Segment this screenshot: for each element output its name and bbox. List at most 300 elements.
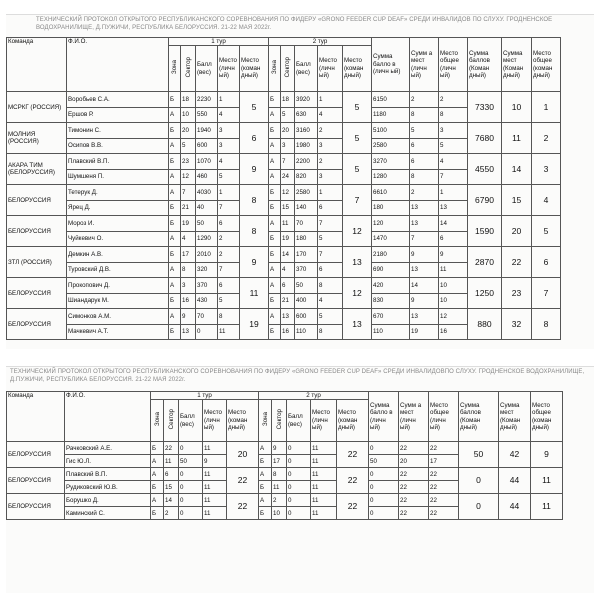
zone-cell: Б	[151, 481, 164, 494]
ball-cell: 0	[179, 442, 203, 455]
place-team-cell: 22	[227, 494, 259, 520]
sum-ball-cell: 50	[369, 455, 399, 468]
sector-cell: 8	[181, 262, 196, 278]
place-personal-cell: 11	[311, 468, 337, 481]
zone-cell: Б	[259, 507, 272, 520]
sector-cell: 6	[281, 278, 295, 294]
sum-ball-cell: 670	[372, 309, 410, 325]
place-personal-cell: 5	[318, 309, 343, 325]
sector-cell: 20	[281, 123, 295, 139]
overall-team-cell: 1	[532, 92, 561, 123]
place-overall-cell: 7	[439, 169, 468, 185]
angler-name: Борушко Д.	[65, 494, 151, 507]
sum-places-cell: 8	[410, 169, 439, 185]
sum-ball-cell: 420	[372, 278, 410, 294]
place-personal-cell: 5	[218, 293, 240, 309]
ball-cell: 370	[196, 278, 218, 294]
place-personal-cell: 11	[203, 507, 227, 520]
header-ball: Балл (вес)	[196, 46, 218, 92]
ball-cell: 630	[295, 107, 318, 123]
place-overall-cell: 3	[439, 123, 468, 139]
sum-places-team-cell: 10	[502, 92, 532, 123]
ball-cell: 0	[287, 455, 311, 468]
sum-places-team-cell: 44	[499, 468, 531, 494]
angler-name: Туровский Д.В.	[67, 262, 169, 278]
overall-team-cell: 3	[532, 154, 561, 185]
ball-cell: 0	[179, 481, 203, 494]
place-team-cell: 8	[240, 216, 269, 247]
team-name: ЗТЛ (РОССИЯ)	[7, 247, 67, 278]
results-table-1	[6, 37, 561, 340]
sector-cell: 10	[181, 107, 196, 123]
sector-cell: 11	[164, 455, 179, 468]
place-personal-cell: 5	[218, 169, 240, 185]
sum-places-cell: 20	[399, 455, 429, 468]
team-name: БЕЛОРУССИЯ	[7, 442, 65, 468]
sum-ball-cell: 0	[369, 494, 399, 507]
sector-cell: 13	[181, 324, 196, 340]
ball-cell: 1980	[295, 138, 318, 154]
place-team-cell: 22	[337, 494, 369, 520]
sum-ball-team-cell: 4550	[468, 154, 502, 185]
place-overall-cell: 9	[439, 247, 468, 263]
place-team-cell: 12	[343, 216, 372, 247]
place-team-cell: 5	[343, 92, 372, 123]
sector-cell: 22	[164, 442, 179, 455]
header2-ball: Балл (вес)	[179, 400, 203, 442]
sum-ball-team-cell: 880	[468, 309, 502, 340]
ball-cell: 2580	[295, 185, 318, 201]
zone-cell: Б	[269, 231, 281, 247]
sector-cell: 7	[281, 154, 295, 170]
ball-cell: 430	[196, 293, 218, 309]
place-personal-cell: 2	[318, 123, 343, 139]
sum-places-cell: 2	[410, 92, 439, 108]
sum-places-team-cell: 23	[502, 278, 532, 309]
sum-ball-cell: 830	[372, 293, 410, 309]
place-personal-cell: 4	[318, 107, 343, 123]
angler-name: Каминский С.	[65, 507, 151, 520]
place-personal-cell: 1	[218, 185, 240, 201]
ball-cell: 4030	[196, 185, 218, 201]
place-team-cell: 11	[240, 278, 269, 309]
place-overall-cell: 6	[439, 231, 468, 247]
header-place-team-2: Место (коман дный)	[343, 46, 372, 92]
zone-cell: А	[269, 154, 281, 170]
ball-cell: 1940	[196, 123, 218, 139]
header-tour-2: 2 тур	[269, 38, 372, 46]
header2-name: Ф.И.О.	[65, 392, 151, 442]
header-sum-ball: Сумма балло в (личн ый)	[372, 38, 410, 92]
ball-cell: 50	[179, 455, 203, 468]
header-overall-team: Место общее (коман дный)	[532, 38, 561, 92]
team-name: БЕЛОРУССИЯ	[7, 494, 65, 520]
header2-sum-ball: Сумма балло в (личн ый)	[369, 392, 399, 442]
header-sum-ball-team: Сумма баллов (Коман дный)	[468, 38, 502, 92]
place-team-cell: 5	[343, 123, 372, 154]
sector-cell: 17	[272, 455, 287, 468]
sector-cell: 11	[272, 481, 287, 494]
sum-places-team-cell: 32	[502, 309, 532, 340]
sum-ball-team-cell: 1590	[468, 216, 502, 247]
sector-cell: 10	[272, 507, 287, 520]
place-overall-cell: 17	[429, 455, 459, 468]
team-name: АКАРА ТИМ (БЕЛОРУССИЯ)	[7, 154, 67, 185]
zone-cell: А	[169, 169, 181, 185]
sector-cell: 9	[272, 442, 287, 455]
place-overall-cell: 4	[439, 154, 468, 170]
sector-cell: 11	[281, 216, 295, 232]
overall-team-cell: 11	[531, 468, 563, 494]
protocol-title-1: ТЕХНИЧЕСКИЙ ПРОТОКОЛ ОТКРЫТОГО РЕСПУБЛИКАНСКОГО СОРЕВНОВАНИЯ ПО ФИДЕРУ «GRONO FEEDER CUP DEAF» СРЕДИ ИНВАЛИДОВ ПО СЛУХУ. ГРОДНЕНСКОЕ ВОДОХРАНИЛИЩЕ, Д.ПУЖИЧИ, РЕСПУБЛИКА БЕЛОРУССИЯ. 21-22 МАЯ 2022г.	[36, 17, 553, 31]
place-personal-cell: 11	[203, 468, 227, 481]
sector-cell: 18	[281, 92, 295, 108]
place-overall-cell: 13	[439, 200, 468, 216]
place-overall-cell: 22	[429, 507, 459, 520]
sum-ball-team-cell: 7330	[468, 92, 502, 123]
place-personal-cell: 6	[318, 262, 343, 278]
team-name: БЕЛОРУССИЯ	[7, 468, 65, 494]
angler-name: Ярец Д.	[67, 200, 169, 216]
angler-name: Рудиковский Ю.В.	[65, 481, 151, 494]
sector-cell: 23	[181, 154, 196, 170]
place-personal-cell: 1	[318, 185, 343, 201]
sum-places-cell: 13	[410, 309, 439, 325]
zone-cell: Б	[169, 154, 181, 170]
table-row	[7, 468, 563, 481]
place-team-cell: 8	[240, 185, 269, 216]
zone-cell: Б	[169, 92, 181, 108]
ball-cell: 110	[295, 324, 318, 340]
ball-cell: 50	[196, 216, 218, 232]
sum-places-cell: 13	[410, 262, 439, 278]
ball-cell: 600	[196, 138, 218, 154]
header2-overall-team: Место общее (коман дный)	[531, 392, 563, 442]
overall-team-cell: 7	[532, 278, 561, 309]
angler-name: Плавский В.П.	[65, 468, 151, 481]
sum-places-team-cell: 44	[499, 494, 531, 520]
table-row	[7, 442, 563, 455]
team-name: БЕЛОРУССИЯ	[7, 185, 67, 216]
table-row	[7, 154, 561, 170]
sum-ball-team-cell: 7680	[468, 123, 502, 154]
sector-cell: 4	[281, 262, 295, 278]
ball-cell: 170	[295, 247, 318, 263]
sector-cell: 12	[281, 185, 295, 201]
overall-team-cell: 4	[532, 185, 561, 216]
sum-places-cell: 22	[399, 442, 429, 455]
place-overall-cell: 5	[439, 138, 468, 154]
sector-cell: 24	[281, 169, 295, 185]
ball-cell: 1290	[196, 231, 218, 247]
ball-cell: 0	[287, 442, 311, 455]
sector-cell: 15	[281, 200, 295, 216]
angler-name: Шиандарук М.	[67, 293, 169, 309]
header2-tour-1: 1 тур	[151, 392, 259, 400]
place-overall-cell: 22	[429, 481, 459, 494]
zone-cell: А	[269, 138, 281, 154]
header2-zone-2: Зона	[261, 412, 269, 427]
sector-cell: 16	[181, 293, 196, 309]
place-personal-cell: 4	[218, 154, 240, 170]
place-overall-cell: 22	[429, 442, 459, 455]
place-personal-cell: 6	[218, 278, 240, 294]
zone-cell: А	[169, 309, 181, 325]
sum-ball-cell: 0	[369, 481, 399, 494]
protocol-sheet-1	[6, 14, 594, 349]
header-zone-2: Зона	[271, 60, 278, 75]
sum-ball-cell: 180	[372, 200, 410, 216]
sum-ball-cell: 2580	[372, 138, 410, 154]
zone-cell: А	[259, 468, 272, 481]
sector-cell: 19	[281, 231, 295, 247]
team-name: МОЛНИЯ (РОССИЯ)	[7, 123, 67, 154]
zone-cell: Б	[169, 200, 181, 216]
place-personal-cell: 2	[318, 154, 343, 170]
angler-name: Мороз И.	[67, 216, 169, 232]
place-team-cell: 7	[343, 185, 372, 216]
sum-ball-team-cell: 50	[459, 442, 499, 468]
sum-ball-cell: 0	[369, 468, 399, 481]
sum-places-team-cell: 11	[502, 123, 532, 154]
ball-cell: 0	[287, 481, 311, 494]
place-team-cell: 5	[343, 154, 372, 185]
place-personal-cell: 7	[318, 247, 343, 263]
place-team-cell: 9	[240, 154, 269, 185]
place-overall-cell: 22	[429, 494, 459, 507]
ball-cell: 2230	[196, 92, 218, 108]
ball-cell: 140	[295, 200, 318, 216]
overall-team-cell: 5	[532, 216, 561, 247]
ball-cell: 460	[196, 169, 218, 185]
ball-cell: 3920	[295, 92, 318, 108]
zone-cell: Б	[259, 455, 272, 468]
ball-cell: 0	[196, 324, 218, 340]
zone-cell: Б	[269, 200, 281, 216]
place-overall-cell: 11	[439, 262, 468, 278]
place-personal-cell: 3	[318, 169, 343, 185]
place-overall-cell: 2	[439, 92, 468, 108]
table-row	[7, 92, 561, 108]
header-team: Команда	[7, 38, 67, 92]
place-overall-cell: 14	[439, 216, 468, 232]
zone-cell: А	[151, 494, 164, 507]
header2-place-personal-2: Место (личн ый)	[311, 400, 337, 442]
ball-cell: 70	[196, 309, 218, 325]
place-team-cell: 22	[337, 442, 369, 468]
protocol-sheet-2	[6, 366, 594, 593]
header-sector-2: Сектор	[284, 57, 291, 78]
angler-name: Тетерук Д.	[67, 185, 169, 201]
place-overall-cell: 10	[439, 293, 468, 309]
table-row	[7, 309, 561, 325]
sector-cell: 9	[181, 309, 196, 325]
sector-cell: 5	[281, 107, 295, 123]
zone-cell: Б	[169, 247, 181, 263]
angler-name: Осипов В.В.	[67, 138, 169, 154]
zone-cell: А	[269, 216, 281, 232]
ball-cell: 0	[287, 494, 311, 507]
overall-team-cell: 6	[532, 247, 561, 278]
results-body-1	[7, 92, 561, 340]
sum-places-team-cell: 15	[502, 185, 532, 216]
zone-cell: А	[169, 262, 181, 278]
place-personal-cell: 4	[318, 293, 343, 309]
sum-places-team-cell: 22	[502, 247, 532, 278]
table-row	[7, 247, 561, 263]
zone-cell: Б	[169, 216, 181, 232]
sum-ball-cell: 0	[369, 507, 399, 520]
header2-sum-ball-team: Сумма баллов (Коман дный)	[459, 392, 499, 442]
zone-cell: А	[269, 107, 281, 123]
sum-ball-cell: 3270	[372, 154, 410, 170]
table-row	[7, 494, 563, 507]
sum-places-cell: 22	[399, 481, 429, 494]
sum-ball-cell: 2180	[372, 247, 410, 263]
zone-cell: А	[259, 442, 272, 455]
ball-cell: 820	[295, 169, 318, 185]
place-team-cell: 13	[343, 247, 372, 278]
zone-cell: Б	[269, 123, 281, 139]
place-overall-cell: 16	[439, 324, 468, 340]
ball-cell: 320	[196, 262, 218, 278]
place-personal-cell: 11	[311, 507, 337, 520]
place-personal-cell: 11	[203, 481, 227, 494]
zone-cell: А	[269, 309, 281, 325]
zone-cell: Б	[269, 92, 281, 108]
sum-ball-cell: 1180	[372, 107, 410, 123]
place-personal-cell: 7	[218, 262, 240, 278]
angler-name: Шумшеня П.	[67, 169, 169, 185]
sum-ball-team-cell: 2870	[468, 247, 502, 278]
ball-cell: 400	[295, 293, 318, 309]
sum-places-cell: 19	[410, 324, 439, 340]
sum-places-team-cell: 42	[499, 442, 531, 468]
table-row	[7, 278, 561, 294]
ball-cell: 0	[179, 468, 203, 481]
sector-cell: 3	[181, 278, 196, 294]
sector-cell: 5	[181, 138, 196, 154]
header2-sum-places: Сумм а мест (личн ый)	[399, 392, 429, 442]
sum-ball-cell: 5100	[372, 123, 410, 139]
zone-cell: Б	[259, 481, 272, 494]
header2-zone: Зона	[153, 412, 161, 427]
sum-ball-team-cell: 6790	[468, 185, 502, 216]
sum-ball-cell: 6610	[372, 185, 410, 201]
sector-cell: 14	[281, 247, 295, 263]
place-personal-cell: 8	[218, 309, 240, 325]
place-personal-cell: 5	[318, 231, 343, 247]
place-personal-cell: 11	[311, 481, 337, 494]
sector-cell: 3	[281, 138, 295, 154]
zone-cell: А	[269, 262, 281, 278]
ball-cell: 2010	[196, 247, 218, 263]
sector-cell: 12	[181, 169, 196, 185]
place-team-cell: 6	[240, 123, 269, 154]
sector-cell: 20	[181, 123, 196, 139]
sum-places-cell: 13	[410, 200, 439, 216]
place-team-cell: 20	[227, 442, 259, 468]
place-team-cell: 9	[240, 247, 269, 278]
ball-cell: 0	[287, 468, 311, 481]
place-overall-cell: 12	[439, 309, 468, 325]
sum-places-team-cell: 14	[502, 154, 532, 185]
sum-places-cell: 5	[410, 123, 439, 139]
header2-place-personal: Место (личн ый)	[203, 400, 227, 442]
sum-places-cell: 6	[410, 138, 439, 154]
place-overall-cell: 10	[439, 278, 468, 294]
angler-name: Рачковский А.Е.	[65, 442, 151, 455]
place-personal-cell: 3	[218, 123, 240, 139]
sector-cell: 8	[272, 468, 287, 481]
header2-tour-2: 2 тур	[259, 392, 369, 400]
sector-cell: 16	[281, 324, 295, 340]
zone-cell: А	[169, 231, 181, 247]
header-place-personal-2: Место (личн ый)	[318, 46, 343, 92]
header-place-personal: Место (личн ый)	[218, 46, 240, 92]
header-place-overall: Место общее (личн ый)	[439, 38, 468, 92]
ball-cell: 1070	[196, 154, 218, 170]
zone-cell: А	[151, 455, 164, 468]
sector-cell: 2	[272, 494, 287, 507]
place-team-cell: 22	[337, 468, 369, 494]
place-personal-cell: 11	[311, 494, 337, 507]
sum-ball-team-cell: 0	[459, 494, 499, 520]
place-personal-cell: 11	[218, 324, 240, 340]
zone-cell: А	[169, 107, 181, 123]
place-personal-cell: 8	[318, 324, 343, 340]
place-personal-cell: 3	[318, 138, 343, 154]
ball-cell: 550	[196, 107, 218, 123]
place-personal-cell: 2	[218, 247, 240, 263]
sum-places-cell: 22	[399, 507, 429, 520]
sum-ball-cell: 1470	[372, 231, 410, 247]
sum-ball-team-cell: 1250	[468, 278, 502, 309]
angler-name: Симонков А.М.	[67, 309, 169, 325]
header2-place-overall: Место общее (личн ый)	[429, 392, 459, 442]
sum-ball-cell: 0	[369, 442, 399, 455]
angler-name: Прокопович Д.	[67, 278, 169, 294]
zone-cell: Б	[269, 324, 281, 340]
sum-places-cell: 2	[410, 185, 439, 201]
sector-cell: 21	[281, 293, 295, 309]
overall-team-cell: 8	[532, 309, 561, 340]
angler-name: Мачкевич А.Т.	[67, 324, 169, 340]
ball-cell: 180	[295, 231, 318, 247]
place-personal-cell: 6	[318, 200, 343, 216]
angler-name: Воробьев С.А.	[67, 92, 169, 108]
place-personal-cell: 7	[218, 200, 240, 216]
header-sum-places: Сумм а мест (личн ый)	[410, 38, 439, 92]
place-personal-cell: 11	[311, 455, 337, 468]
place-personal-cell: 11	[311, 442, 337, 455]
ball-cell: 0	[287, 507, 311, 520]
header-zone: Зона	[171, 60, 178, 75]
angler-name: Тимонин С.	[67, 123, 169, 139]
sector-cell: 14	[164, 494, 179, 507]
zone-cell: А	[269, 169, 281, 185]
overall-team-cell: 11	[531, 494, 563, 520]
ball-cell: 0	[179, 494, 203, 507]
place-overall-cell: 1	[439, 185, 468, 201]
header2-team: Команда	[7, 392, 65, 442]
sum-places-cell: 14	[410, 278, 439, 294]
sector-cell: 17	[181, 247, 196, 263]
header2-sector-2: Сектор	[275, 409, 283, 430]
header2-ball-2: Балл (вес)	[287, 400, 311, 442]
header-tour-1: 1 тур	[169, 38, 269, 46]
sum-ball-cell: 120	[372, 216, 410, 232]
